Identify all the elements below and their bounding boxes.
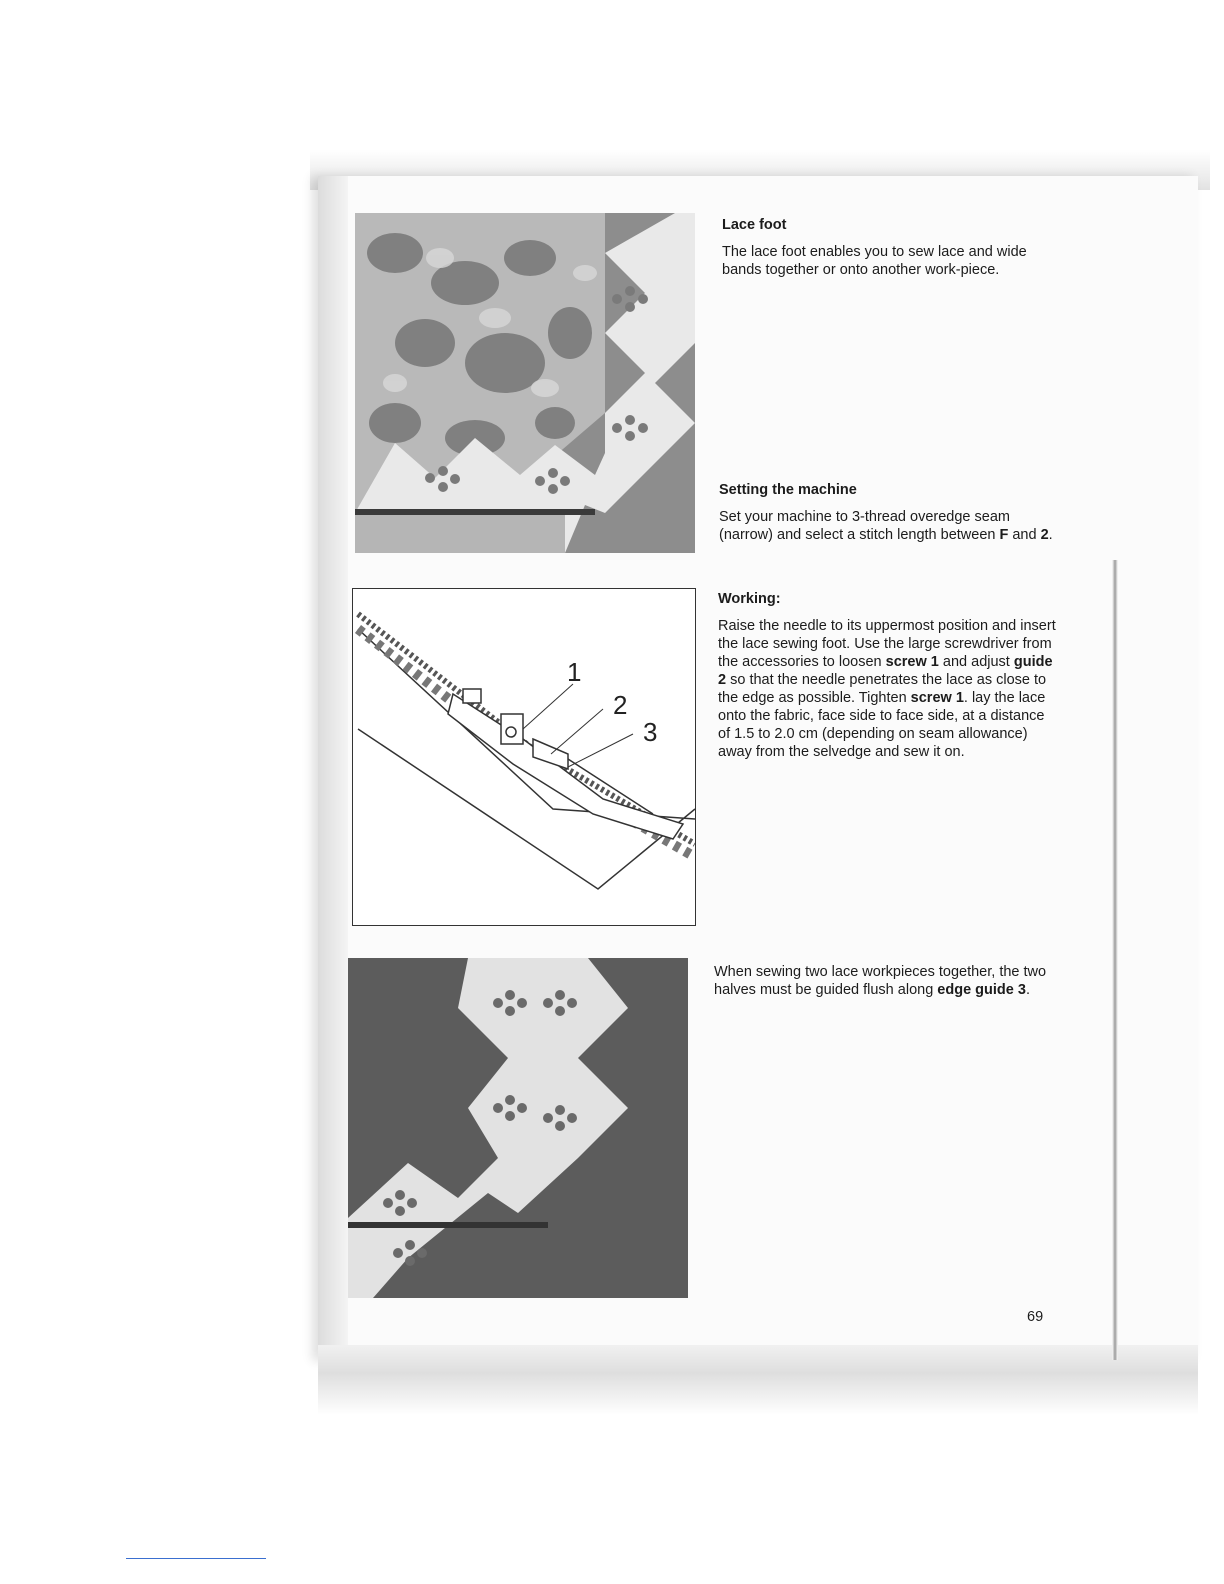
callout-1: 1 <box>567 657 582 687</box>
two-lace-body: When sewing two lace workpieces together, the two halves must be guided flush along edge guide 3. <box>714 964 1047 998</box>
floral-fabric-lace-photo <box>355 213 695 553</box>
page-right-edge <box>1112 560 1118 1360</box>
foot-shank <box>463 689 481 703</box>
setting-body: Set your machine to 3-thread overedge seam (narrow) and select a stitch length between F and 2. <box>719 509 1053 543</box>
lace-foot-section <box>722 216 1052 279</box>
working-section <box>718 590 1058 761</box>
lace-foot-body: The lace foot enables you to sew lace and wide bands together or onto another work-piece. <box>722 244 1027 278</box>
screw-1 <box>501 714 523 744</box>
lace-foot-heading: Lace foot <box>722 217 787 233</box>
footer-rule <box>126 1558 266 1559</box>
callout-2: 2 <box>613 690 628 720</box>
joined-lace-photo <box>348 958 688 1298</box>
setting-heading: Setting the machine <box>719 482 857 498</box>
page-number: 69 <box>1027 1309 1044 1325</box>
two-lace-section <box>714 963 1054 999</box>
setting-section <box>719 481 1059 544</box>
working-body: Raise the needle to its uppermost position and insert the lace sewing foot. Use the large screwdriver from the accessories to loosen screw 1 and adjust guide 2 so that the needle penetrates the lace as close to the edge as possible. Tighten screw 1. lay the lace onto the fabric, face side to face side, at a distance of 1.5 to 2.0 cm (depending on seam allowance) away from the selvedge and sew it on. <box>718 618 1056 760</box>
scan-shadow-bottom <box>318 1345 1198 1415</box>
lace-foot-diagram <box>352 588 696 926</box>
callout-3: 3 <box>643 717 658 747</box>
working-heading: Working: <box>718 591 781 607</box>
page-binding-edge <box>318 176 348 1361</box>
